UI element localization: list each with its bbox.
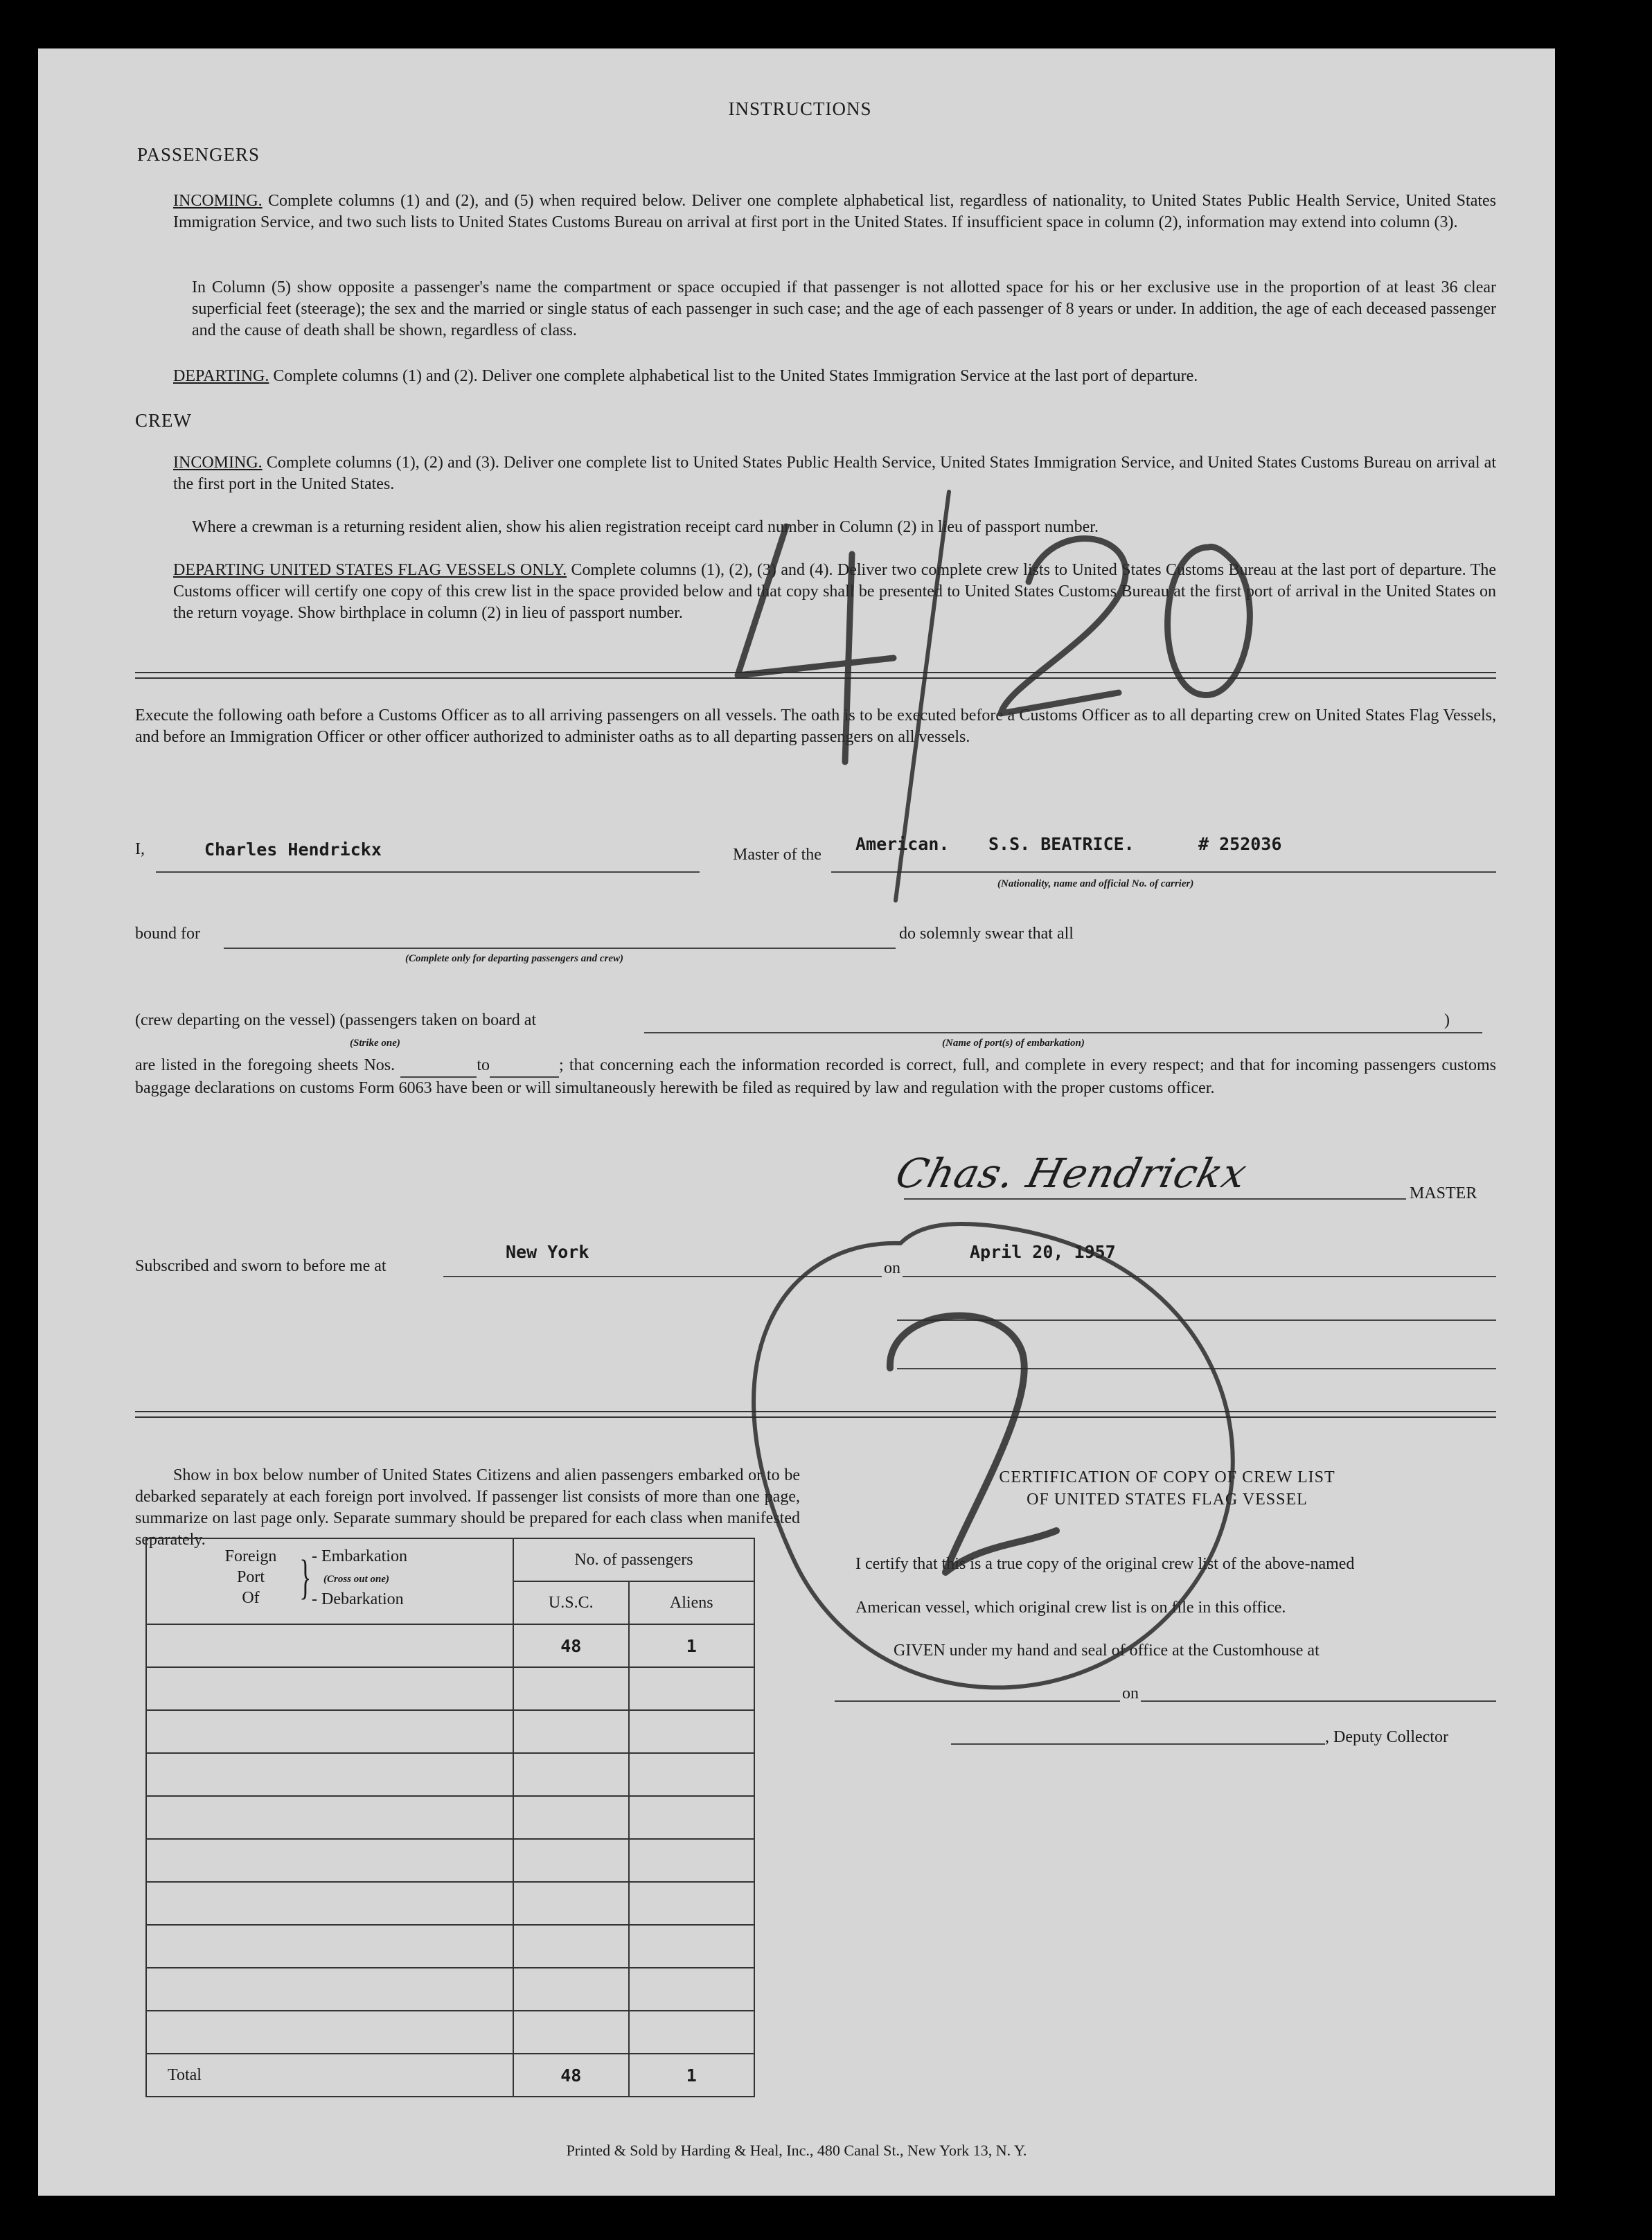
crew-heading: CREW — [135, 410, 192, 431]
certification-place-line — [835, 1700, 1496, 1702]
subscribed-place-field[interactable]: New York — [506, 1242, 589, 1262]
master-signature: Chas. Hendrickx — [891, 1150, 1252, 1197]
divider-top-2 — [135, 677, 1496, 679]
master-name-field[interactable]: Charles Hendrickx — [204, 839, 382, 860]
certification-line1: I certify that this is a true copy of the original crew list of the above-named — [855, 1555, 1355, 1573]
total-usc-cell[interactable]: 48 — [513, 2054, 629, 2097]
ports-caption: (Name of port(s) of embarkation) — [942, 1038, 1085, 1049]
crew-departing-text: Complete columns (1), (2), (3) and (4). Deliver two complete crew lists to United States Customs Bureau at the last port of departure. The Customs officer will certify one copy of this crew list in the space provided below and that copy shall be presented to United States Customs Bureau at the first port of arrival in the United States on the return voyage. Show birthplace in column (2) in lieu of passport number. — [173, 561, 1497, 622]
ports-line — [644, 1032, 1482, 1033]
carrier-caption: (Nationality, name and official No. of carrier) — [997, 878, 1194, 889]
table-row — [146, 1624, 754, 1667]
total-label: Total — [146, 2054, 513, 2097]
aliens-cell[interactable] — [629, 1710, 754, 1753]
bound-caption: (Complete only for departing passengers and crew) — [405, 953, 623, 964]
table-row — [146, 1667, 754, 1710]
passenger-summary-table — [145, 1538, 755, 2097]
usc-cell[interactable] — [513, 1710, 629, 1753]
sheets-label: are listed in the foregoing sheets Nos. — [135, 1056, 396, 1074]
table-row — [146, 1882, 754, 1925]
subscribed-label: Subscribed and sworn to before me at — [135, 1257, 387, 1275]
aliens-cell[interactable] — [629, 1839, 754, 1882]
form-sheet — [38, 48, 1555, 2196]
nationality-field[interactable]: American. — [855, 834, 950, 854]
master-label: MASTER — [1410, 1184, 1477, 1202]
certification-on-label: on — [1120, 1685, 1141, 1703]
port-cell[interactable] — [146, 1710, 513, 1753]
pencil-circle-number — [890, 1315, 1056, 1572]
foreign-text: Foreign — [224, 1547, 277, 1565]
total-aliens-cell[interactable]: 1 — [629, 2054, 754, 2097]
table-row — [146, 2011, 754, 2054]
foreign-port-header-cell — [146, 1538, 513, 1624]
usc-cell[interactable]: 48 — [513, 1624, 629, 1667]
usc-header: U.S.C. — [513, 1581, 629, 1624]
port-cell[interactable] — [146, 1624, 513, 1667]
usc-cell[interactable] — [513, 2011, 629, 2054]
certification-line2: American vessel, which original crew list is on file in this office. — [855, 1599, 1286, 1617]
table-row — [146, 1968, 754, 2011]
aliens-cell[interactable] — [629, 1796, 754, 1839]
strike-caption: (Strike one) — [350, 1038, 400, 1049]
crew-departing-label: (crew departing on the vessel) (passengers taken on board at — [135, 1011, 537, 1029]
certification-title — [890, 1466, 1444, 1511]
usc-cell[interactable] — [513, 1968, 629, 2011]
passengers-column5-paragraph: In Column (5) show opposite a passenger's name the compartment or space occupied if that passenger is not allotted space for his or her exclusive use in the proportion of at least 36 clear superficial feet (steerage); the sex and the married or single status of each passenger in such case; and the age of each passenger of 8 years or under. In addition, the age of each deceased passenger and the cause of death shall be shown, regardless of class. — [192, 278, 1496, 339]
passengers-departing-paragraph — [173, 366, 1496, 387]
subscribed-on-label: on — [882, 1259, 903, 1278]
port-cell[interactable] — [146, 1925, 513, 1968]
subscribed-line — [443, 1276, 1496, 1277]
usc-cell[interactable] — [513, 1796, 629, 1839]
port-cell[interactable] — [146, 1839, 513, 1882]
certification-given: GIVEN under my hand and seal of office at the Customhouse at — [894, 1642, 1320, 1660]
officer-line-1 — [897, 1319, 1496, 1321]
sheets-to-field[interactable] — [490, 1055, 559, 1078]
brace-glyph: } — [299, 1551, 312, 1604]
table-row — [146, 1710, 754, 1753]
port-cell[interactable] — [146, 1796, 513, 1839]
passengers-incoming-label: INCOMING. — [173, 192, 263, 210]
total-row — [146, 2054, 754, 2097]
aliens-header: Aliens — [629, 1581, 754, 1624]
foreign-port-label — [216, 1546, 285, 1608]
aliens-cell[interactable] — [629, 1882, 754, 1925]
table-row — [146, 1753, 754, 1796]
crew-incoming-label: INCOMING. — [173, 454, 263, 472]
master-of-label: Master of the — [733, 846, 821, 864]
bound-for-line — [224, 948, 896, 949]
table-row — [146, 1796, 754, 1839]
sheets-to-label: to — [477, 1056, 490, 1074]
deputy-collector-line[interactable] — [951, 1743, 1325, 1745]
passengers-departing-label: DEPARTING. — [173, 367, 269, 385]
divider-top — [135, 672, 1496, 673]
aliens-cell[interactable] — [629, 1925, 754, 1968]
oath-i-label: I, — [135, 840, 145, 858]
passengers-incoming-paragraph — [173, 190, 1496, 233]
printer-footer: Printed & Sold by Harding & Heal, Inc., 480 Canal St., New York 13, N. Y. — [566, 2142, 1027, 2159]
aliens-cell[interactable]: 1 — [629, 1624, 754, 1667]
divider-middle — [135, 1411, 1496, 1412]
official-number-field[interactable]: # 252036 — [1198, 834, 1282, 854]
certification-title-line1: CERTIFICATION OF COPY OF CREW LIST — [999, 1468, 1335, 1486]
table-row — [146, 1925, 754, 1968]
usc-cell[interactable] — [513, 1882, 629, 1925]
officer-line-2 — [897, 1368, 1496, 1369]
port-cell[interactable] — [146, 1968, 513, 2011]
cross-out-caption: (Cross out one) — [323, 1574, 390, 1585]
usc-cell[interactable] — [513, 1925, 629, 1968]
swear-label: do solemnly swear that all — [899, 925, 1074, 943]
crew-resident-paragraph: Where a crewman is a returning resident alien, show his alien registration receipt card number in Column (2) in lieu of passport number. — [192, 518, 1099, 536]
usc-cell[interactable] — [513, 1839, 629, 1882]
crew-incoming-paragraph — [173, 452, 1496, 495]
crew-incoming-text: Complete columns (1), (2) and (3). Deliver one complete list to United States Public Health Service, United States Immigration Service, and United States Customs Bureau on arrival at the first port in the United States. — [173, 454, 1497, 493]
subscribed-date-field[interactable]: April 20, 1957 — [970, 1242, 1116, 1262]
crew-departing-label: DEPARTING UNITED STATES FLAG VESSELS ONLY. — [173, 561, 567, 579]
deputy-collector-label: , Deputy Collector — [1325, 1728, 1448, 1746]
summary-instructions: Show in box below number of United States Citizens and alien passengers embarked or to be debarked separately at each foreign port involved. If passenger list consists of more than one page, summarize on last page only. Separate summary should be prepared for each class when manifested separately. — [135, 1466, 800, 1549]
embarkation-label[interactable]: - Embarkation — [312, 1547, 407, 1565]
aliens-cell[interactable] — [629, 1667, 754, 1710]
passengers-departing-text: Complete columns (1) and (2). Deliver one complete alphabetical list to the United States Immigration Service at the last port of departure. — [273, 367, 1198, 385]
sheets-rest-text: ; that concerning each the information recorded is correct, full, and complete in every respect; and that for incoming passengers customs baggage declarations on customs Form 6063 have been or will simultaneously herewith be filed as required by law and regulation with the proper customs officer. — [135, 1056, 1496, 1097]
bound-for-label: bound for — [135, 925, 200, 943]
master-name-line — [156, 871, 700, 873]
passengers-incoming-text: Complete columns (1) and (2), and (5) when required below. Deliver one complete alphabetical list, regardless of nationality, to United States Public Health Service, United States Immigration Service, and two such lists to United States Customs Bureau on arrival at first port in the United States. If insufficient space in column (2), information may extend into column (3). — [173, 192, 1497, 231]
aliens-cell[interactable] — [629, 2011, 754, 2054]
aliens-cell[interactable] — [629, 1753, 754, 1796]
carrier-line — [831, 871, 1496, 873]
pencil-circle — [754, 1224, 1233, 1687]
port-cell[interactable] — [146, 1753, 513, 1796]
usc-cell[interactable] — [513, 1753, 629, 1796]
port-cell[interactable] — [146, 2011, 513, 2054]
instructions-title: INSTRUCTIONS — [728, 98, 872, 119]
sheets-from-field[interactable] — [400, 1055, 477, 1078]
oath-instruction-paragraph: Execute the following oath before a Customs Officer as to all arriving passengers on all vessels. The oath is to be executed before a Customs Officer as to all departing crew on United States Flag Vessels, and before an Immigration Officer or other officer authorized to administer oaths as to all departing passengers on all vessels. — [135, 706, 1496, 746]
of-text: Of — [242, 1589, 260, 1607]
sheets-paragraph — [135, 1055, 1496, 1099]
port-cell[interactable] — [146, 1882, 513, 1925]
close-paren: ) — [1444, 1011, 1450, 1029]
crew-departing-paragraph — [173, 560, 1496, 624]
port-cell[interactable] — [146, 1667, 513, 1710]
divider-middle-2 — [135, 1416, 1496, 1418]
table-row — [146, 1839, 754, 1882]
vessel-name-field[interactable]: S.S. BEATRICE. — [988, 834, 1135, 854]
aliens-cell[interactable] — [629, 1968, 754, 2011]
port-text: Port — [236, 1568, 265, 1586]
usc-cell[interactable] — [513, 1667, 629, 1710]
certification-title-line2: OF UNITED STATES FLAG VESSEL — [1027, 1491, 1308, 1509]
passengers-header: No. of passengers — [513, 1538, 754, 1581]
passengers-heading: PASSENGERS — [137, 144, 260, 165]
signature-line — [904, 1198, 1406, 1200]
debarkation-label[interactable]: - Debarkation — [312, 1590, 404, 1608]
